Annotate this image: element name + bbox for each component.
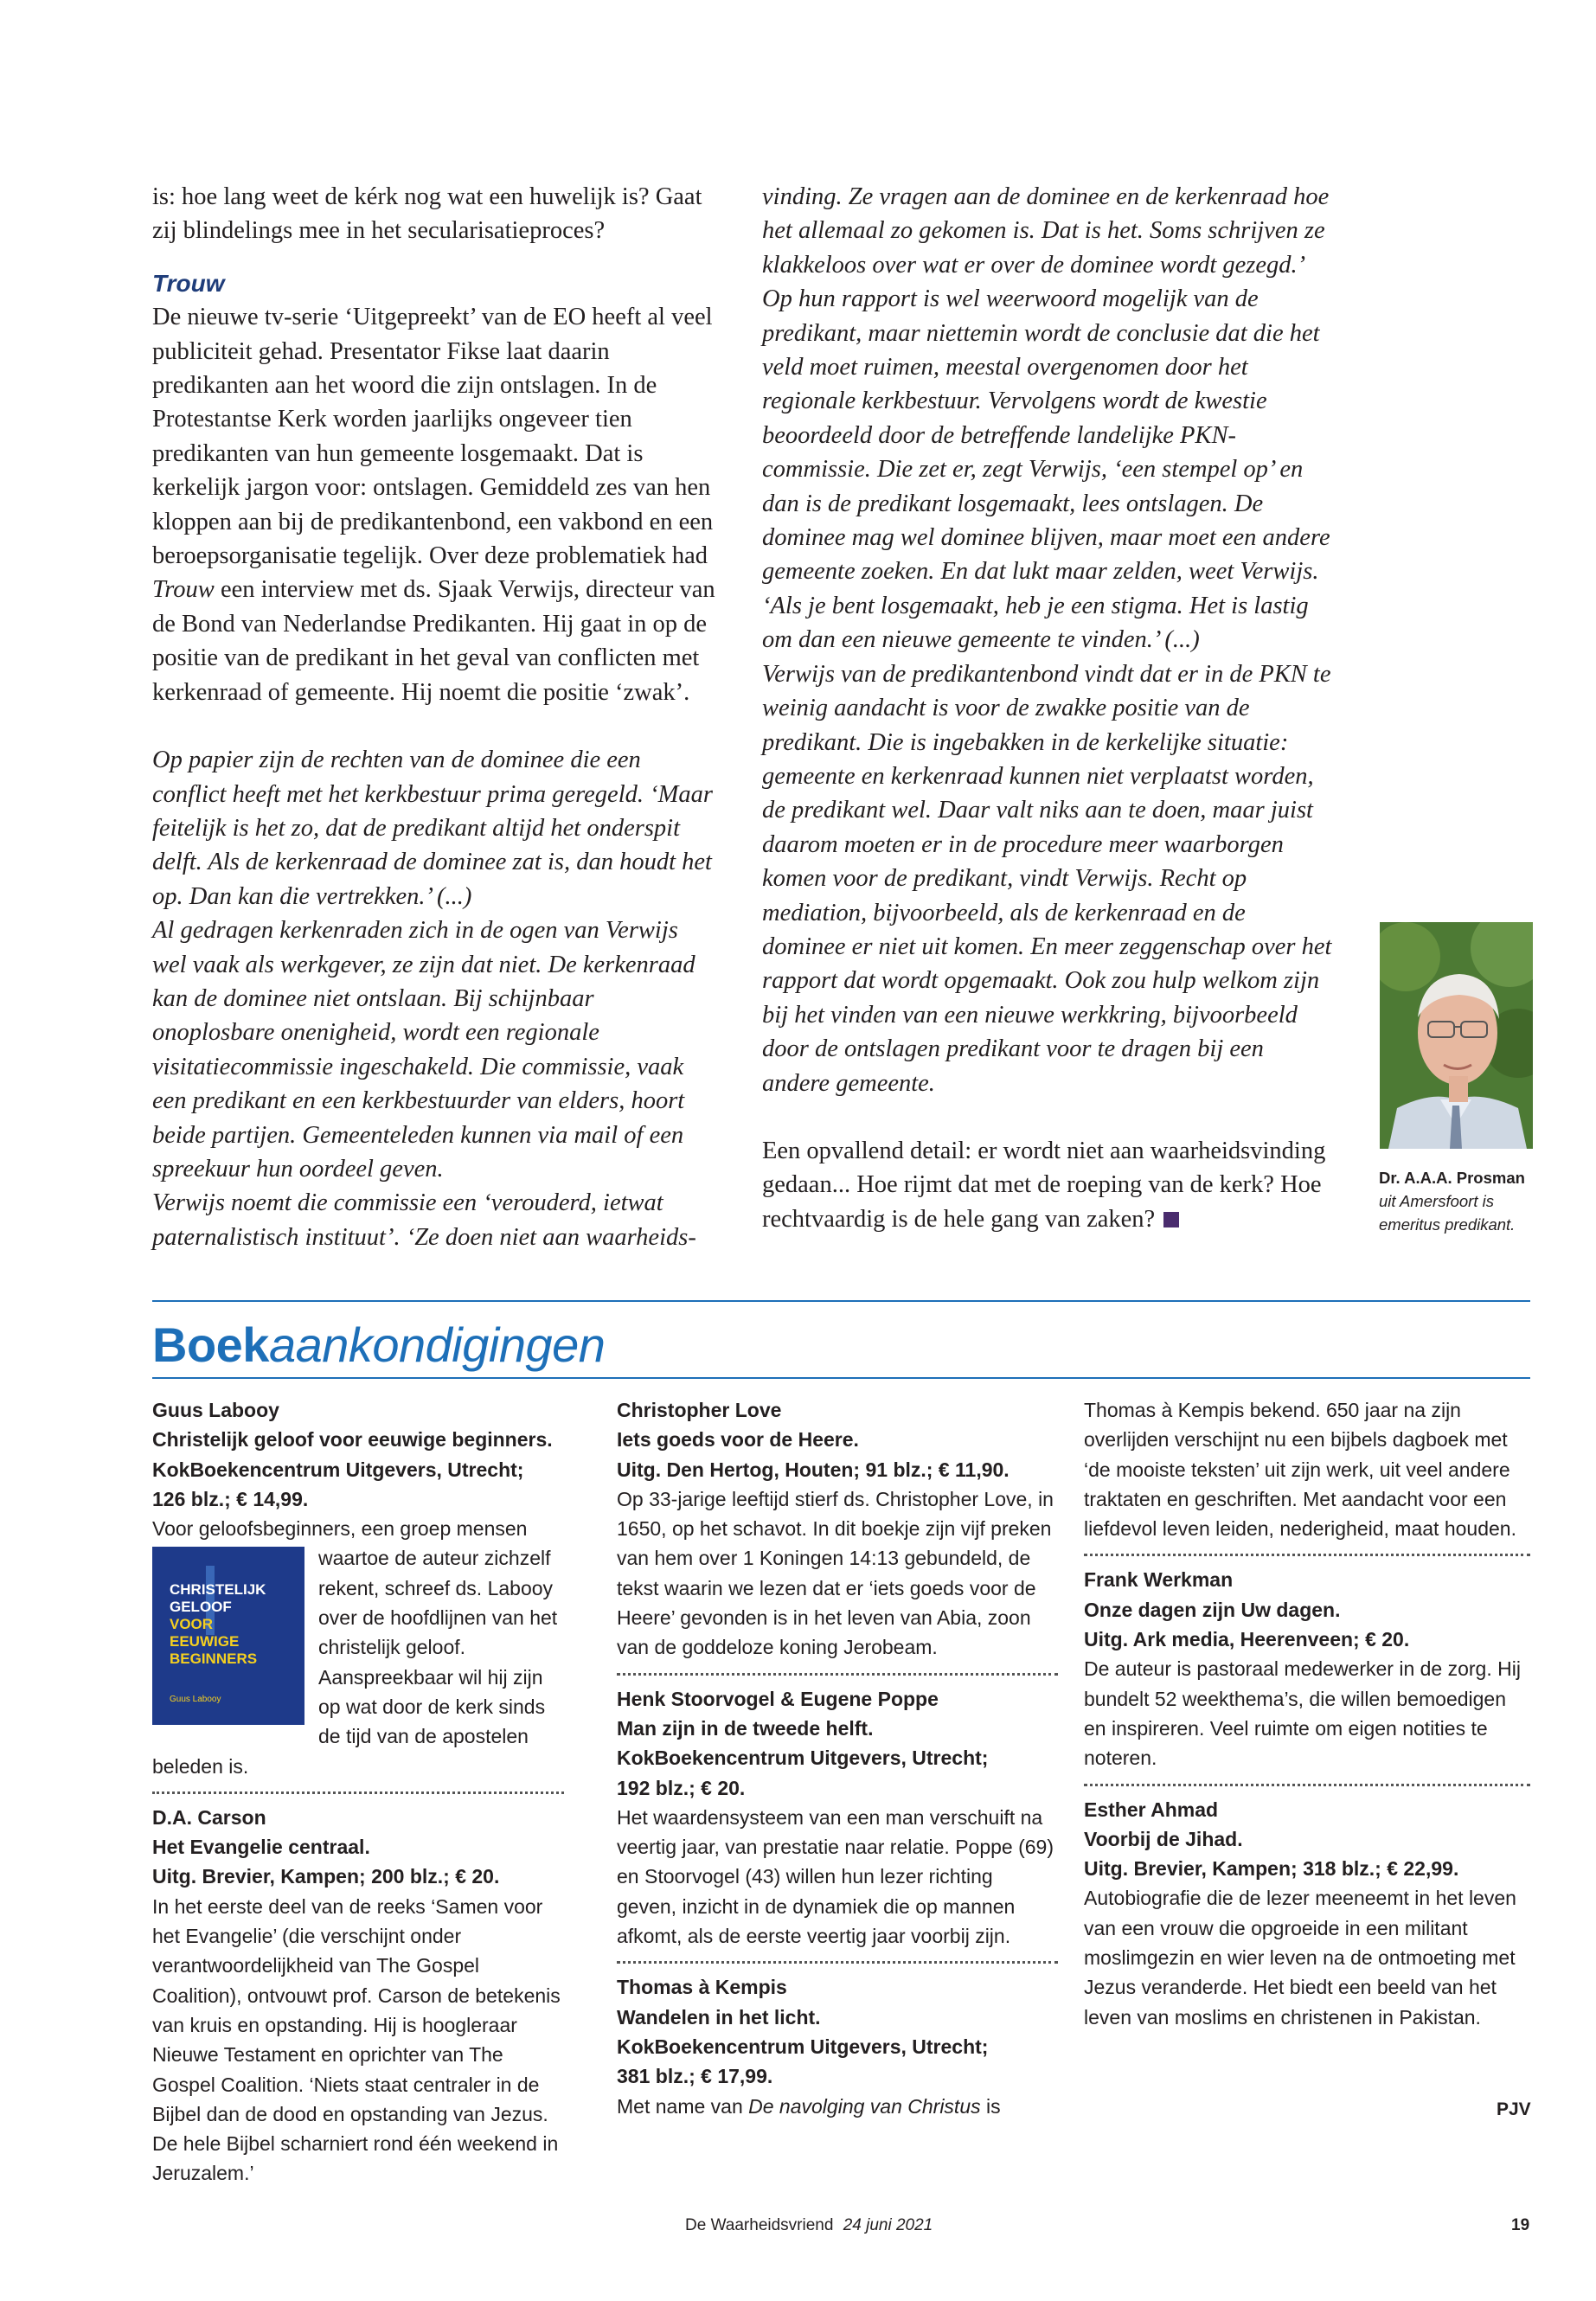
book-author: Christopher Love: [617, 1399, 782, 1421]
book-description-cont: Thomas à Kempis bekend. 650 jaar na zijn overlijden verschijnt nu een bijbels dagboek met ‘de mooiste teksten’ uit zijn werk, uit veel andere traktaten en geschriften. Met aandacht voor een liefdevol leven leiden, nederigheid, maat houden.: [1084, 1399, 1516, 1541]
book-details: Uitg. Brevier, Kampen; 318 blz.; € 22,99.: [1084, 1857, 1459, 1881]
closing-paragraph: Een opvallend detail: er wordt niet aan waarheidsvinding gedaan... Hoe rijmt dat met de roeping van de kerk? Hoe rechtvaardig is de hele gang van zaken?: [762, 1137, 1326, 1233]
footer-publication: [685, 2216, 933, 2235]
book-title: Christelijk geloof voor eeuwige beginners.: [152, 1428, 553, 1452]
book-reference: De navolging van Christus: [748, 2094, 981, 2118]
book-description: In het eerste deel van de reeks ‘Samen voor het Evangelie’ (die verschijnt onder verantwoordelijkheid van The Gospel Coalition), ontvouwt prof. Carson de betekenis van kruis en opstanding. Hij is hoogleraar Nieuwe Testament en oprichter van The Gospel Coalition. ‘Niets staat centraler in de Bijbel dan de dood en opstanding van Jezus. De hele Bijbel scharniert rond één weekend in Jeruzalem.’: [152, 1894, 561, 2185]
section-divider-top: [152, 1300, 1530, 1302]
book-description: Het waardensysteem van een man verschuift na veertig jaar, van prestatie naar relatie. Poppe (69) en Stoorvogel (43) willen hun lezer richting geven, inzicht in de dynamiek die op mannen afkomt, als de eerste veertig jaar voorbij zijn.: [617, 1805, 1054, 1948]
section-divider-bottom: [152, 1377, 1530, 1379]
book-entry-kempis: [617, 1972, 1058, 2120]
book-column-1: [152, 1395, 564, 2189]
reviewer-initials: PJV: [1497, 2099, 1531, 2119]
quote-paragraph-2: Al gedragen kerkenraden zich in de ogen van Verwijs wel vaak als werkgever, ze zijn dat niet. De kerkenraad kan de dominee niet ontslaan. Bij schijnbaar onoplosbare onenigheid, wordt een regionale visitatiecommissie ingeschakeld. Die commissie, vaak een predikant en een kerkbestuurder van elders, hoort beide partijen. Gemeenteleden kunnen via mail of een spreekuur hun oordeel geven.: [152, 917, 695, 1183]
book-description: Op 33-jarige leeftijd stierf ds. Christopher Love, in 1650, op het schavot. In dit boekje zijn vijf preken van hem over 1 Koningen 14:13 gebundeld, de tekst waarin we lezen dat er ‘iets goeds voor de Heere’ gevonden is in het leven van Abia, zoon van de goddeloze koning Jerobeam.: [617, 1487, 1054, 1659]
article-column-2: [762, 180, 1333, 1236]
book-details: Uitg. Ark media, Heerenveen; € 20.: [1084, 1628, 1410, 1651]
dotted-separator: [1084, 1554, 1530, 1556]
book-author: Esther Ahmad: [1084, 1798, 1219, 1821]
book-description: Met name van De navolging van Christus is: [617, 2094, 1001, 2118]
book-description: Voor geloofsbeginners, een groep mensen: [152, 1517, 528, 1541]
book-entry-werkman: [1084, 1565, 1530, 1772]
book-description: De auteur is pastoraal medewerker in de zorg. Hij bundelt 52 weekthema’s, die willen bemoedigen en inspireren. Veel ruimte om eigen notities te noteren.: [1084, 1657, 1521, 1770]
book-publisher: KokBoekencentrum Uitgevers, Utrecht;: [152, 1458, 524, 1481]
dotted-separator: [1084, 1784, 1530, 1786]
book-column-3: [1084, 1395, 1530, 2032]
book-author: Thomas à Kempis: [617, 1976, 787, 1999]
book-entry-carson: [152, 1803, 564, 2189]
article-column-1: [152, 180, 716, 1254]
book-description: Autobiografie die de lezer meeneemt in het leven van een vrouw die opgroeide in een militant moslimgezin en wier leven na de ontmoeting met Jezus veranderde. Het biedt een beeld van het leven van moslims en christenen in Pakistan.: [1084, 1887, 1516, 2029]
book-title: Man zijn in de tweede helft.: [617, 1716, 874, 1740]
dotted-separator: [617, 1961, 1058, 1964]
book-title: Onze dagen zijn Uw dagen.: [1084, 1598, 1341, 1621]
book-details: 381 blz.; € 17,99.: [617, 2065, 773, 2088]
book-details: Uitg. Brevier, Kampen; 200 blz.; € 20.: [152, 1865, 500, 1888]
author-caption: [1379, 1166, 1543, 1236]
book-author: Henk Stoorvogel & Eugene Poppe: [617, 1687, 939, 1710]
issue-date: 24 juni 2021: [843, 2216, 933, 2234]
section-title: Boekaankondigingen: [152, 1317, 606, 1372]
author-description: uit Amersfoort is emeritus predikant.: [1379, 1192, 1516, 1234]
trouw-paragraph: De nieuwe tv-serie ‘Uitgepreekt’ van de EO heeft al veel publiciteit gehad. Presentator Fikse laat daarin predikanten aan het woord die zijn ontslagen. In de Protestantse Kerk worden jaarlijks ongeveer tien predikanten van hun gemeente losgemaakt. Dat is kerkelijk jargon voor: ontslagen. Gemiddeld zes van hen kloppen aan bij de predikantenbond, een vakbond en een beroepsorganisatie tegelijk. Over deze problematiek had Trouw een interview met ds. Sjaak Verwijs, directeur van de Bond van Nederlandse Predikanten. Hij gaat in op de positie van de predikant in het geval van conflicten met kerkenraad of gemeente. Hij noemt die positie ‘zwak’.: [152, 304, 715, 706]
book-title: Voorbij de Jihad.: [1084, 1827, 1243, 1850]
quote-paragraph-4: vinding. Ze vragen aan de dominee en de kerkenraad hoe het allemaal zo gekomen is. Dat is het. Soms schrijven ze klakkeloos over wat er over de dominee wordt gezegd.’: [762, 183, 1330, 279]
dotted-separator: [617, 1673, 1058, 1676]
quote-paragraph-1: Op papier zijn de rechten van de dominee die een conflict heeft met het kerkbestuur prima geregeld. ‘Maar feitelijk is het zo, dat de predikant altijd het onderspit delft. Als de kerkenraad de dominee zat is, dan houdt het op. Dan kan die vertrekken.’ (...): [152, 747, 713, 910]
book-publisher: KokBoekencentrum Uitgevers, Utrecht;: [617, 2035, 989, 2058]
book-title: Wandelen in het licht.: [617, 2005, 821, 2029]
book-publisher: KokBoekencentrum Uitgevers, Utrecht;: [617, 1747, 989, 1770]
quote-paragraph-3: Verwijs noemt die commissie een ‘verouderd, ietwat paternalistisch instituut’. ‘Ze doen niet aan waarheids-: [152, 1189, 696, 1251]
cover-title: CHRISTELIJK GELOOF VOOR EEUWIGE BEGINNERS: [170, 1581, 266, 1668]
book-author: Guus Labooy: [152, 1399, 279, 1421]
book-entry-labooy: [152, 1395, 564, 1781]
portrait-image: [1380, 922, 1533, 1149]
book-entry-ahmad: [1084, 1795, 1530, 2032]
book-description-cont: waartoe de auteur zichzelf rekent, schreef ds. Labooy over de hoofdlijnen van het christelijk geloof. Aanspreekbaar wil hij zijn op wat door de kerk sinds de tijd van de apostelen beleden is.: [152, 1547, 558, 1778]
author-photo: [1380, 922, 1533, 1149]
book-details: Uitg. Den Hertog, Houten; 91 blz.; € 11,90.: [617, 1458, 1010, 1481]
book-details: 192 blz.; € 20.: [617, 1776, 746, 1799]
cover-author: Guus Labooy: [170, 1695, 221, 1705]
book-cover-image: [152, 1547, 304, 1725]
book-entry-stoorvogel: [617, 1684, 1058, 1952]
intro-paragraph: is: hoe lang weet de kérk nog wat een huwelijk is? Gaat zij blindelings mee in het secularisatieproces?: [152, 183, 702, 245]
dotted-separator: [152, 1791, 564, 1794]
book-author: Frank Werkman: [1084, 1568, 1234, 1592]
subheading-trouw: Trouw: [152, 269, 225, 297]
book-entry-love: [617, 1395, 1058, 1663]
book-title: Het Evangelie centraal.: [152, 1836, 370, 1859]
author-name: Dr. A.A.A. Prosman: [1379, 1169, 1525, 1187]
book-column-2: [617, 1395, 1058, 2121]
book-author: D.A. Carson: [152, 1805, 266, 1829]
quote-paragraph-6: Verwijs van de predikantenbond vindt dat er in de PKN te weinig aandacht is voor de zwakke positie van de predikant. Die is ingebakken in de kerkelijke situatie: gemeente en kerkenraad kunnen niet verplaatst worden, de predikant wel. Daar valt niks aan te doen, maar juist daarom moeten er in de procedure meer waarborgen komen voor de predikant, vindt Verwijs. Recht op mediation, bijvoorbeeld, als de kerkenraad en de dominee er niet uit komen. En meer zeggenschap over het rapport dat wordt opgemaakt. Ook zou hulp welkom zijn bij het vinden van een nieuwe werkkring, bijvoorbeeld door de ontslagen predikant voor te dragen bij een andere gemeente.: [762, 660, 1332, 1097]
end-mark-icon: [1163, 1212, 1179, 1227]
quote-paragraph-5: Op hun rapport is wel weerwoord mogelijk van de predikant, maar niettemin wordt de conclusie dat die het veld moet ruimen, meestal overgenomen door het regionale kerkbestuur. Vervolgens wordt de kwestie beoordeeld door de betreffende landelijke PKN-commissie. Die zet er, zegt Verwijs, ‘een stempel op’ en dan is de predikant losgemaakt, lees ontslagen. De dominee mag wel dominee blijven, maar moet een andere gemeente zoeken. En dat lukt maar zelden, weet Verwijs. ‘Als je bent losgemaakt, heb je een stigma. Het is lastig om dan een nieuwe gemeente te vinden.’ (...): [762, 285, 1330, 654]
book-title: Iets goeds voor de Heere.: [617, 1428, 859, 1452]
magazine-name: De Waarheidsvriend: [685, 2216, 834, 2234]
newspaper-name: Trouw: [152, 576, 215, 604]
page-number: 19: [1511, 2216, 1530, 2234]
book-details: 126 blz.; € 14,99.: [152, 1487, 309, 1510]
